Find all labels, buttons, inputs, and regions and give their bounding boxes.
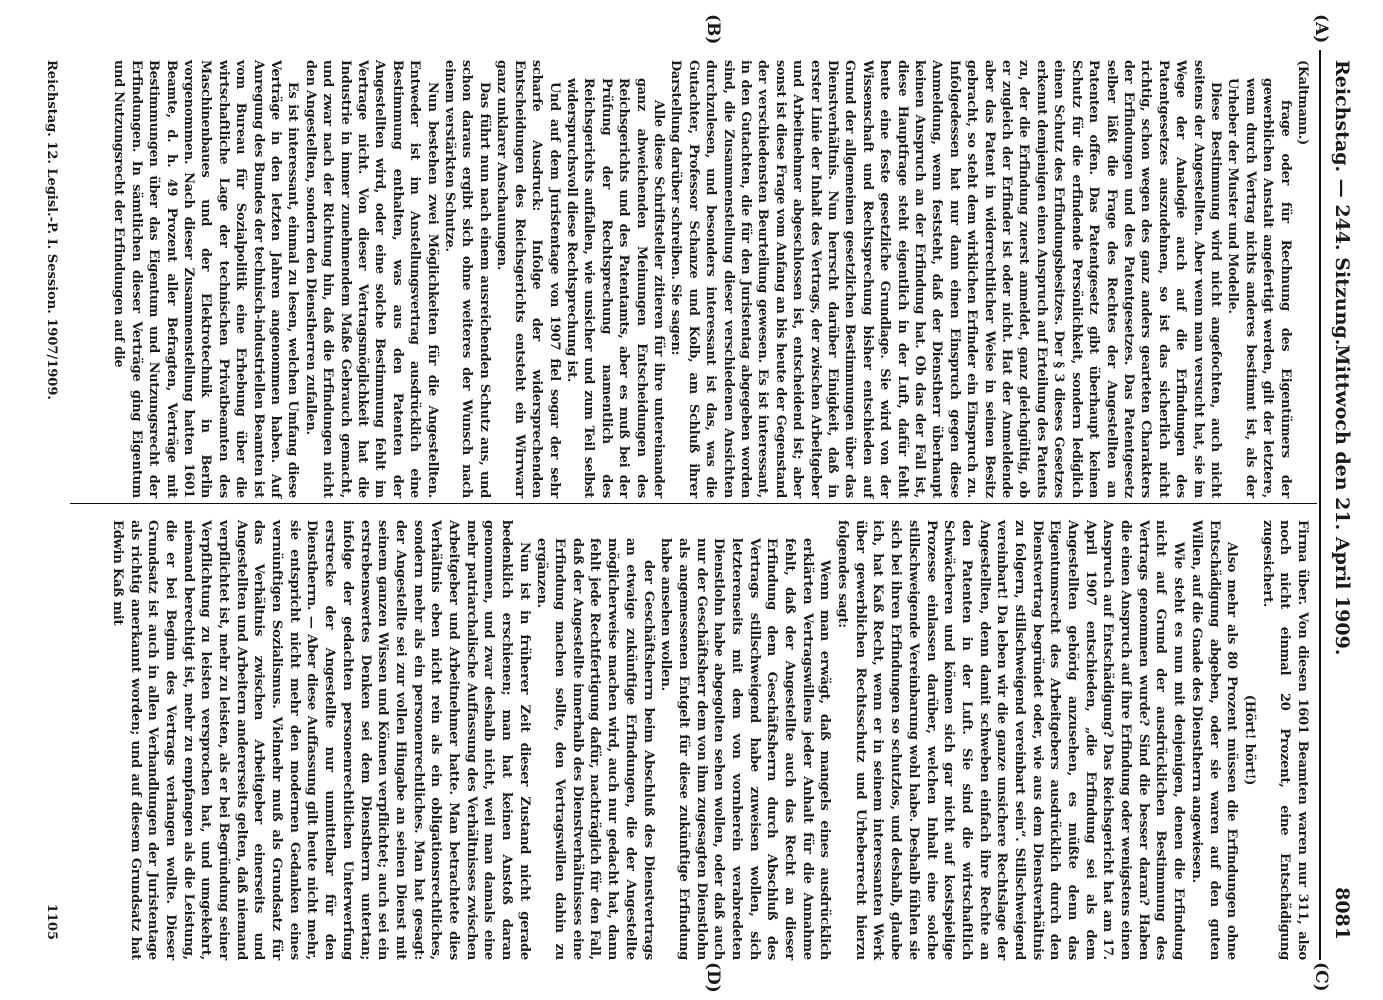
left-column xyxy=(110,60,1311,498)
paragraph: Das führt nun nach einem ausreichenden Schutz aus, und schon daraus ergibt sich ohne weiteres der Wunsch nach einem verstärkten Schutze. xyxy=(442,60,492,498)
paragraph: Nun bestehen zwei Möglichkeiten für die Angestellten. Entweder ist im Anstellungsvertrag ausdrücklich eine Bestimmung enthalten, was aus den Patenten der Angestellten wird, oder eine solche Bestimmung fehlt im Vertrage nicht. Von dieser Vertragsmöglichkeit hat die Industrie in immer zunehmendem Maße Gebrauch gemacht, und zwar nach der Richtung hin, daß die Erfindungen nicht den Angestellten, sondern den Dienstherren zufallen. xyxy=(302,60,440,498)
header-page-number: 8081 xyxy=(1331,887,1353,940)
paragraph: Wie steht es nun mit denjenigen, denen die Erfindung nicht auf Grund der ausdrücklichen Bestimmung des Vertrags genommen wurde? Sind die besser daran? Haben die einen Anspruch auf ihre Erfindung oder wenigstens einen Anspruch auf Entschädigung? Das Reichsgericht hat am 17. April 1907 entschieden, „die Erfindung sei als dem Angestellten gehörig anzusehen, es müßte denn das Eigentumsrecht des Arbeitgebers ausdrücklich durch den Dienstvertrag begründet oder, wie aus dem Dienstverhältnis zu folgern, stillschweigend vereinbart sein“. Stillschweigend vereinbart! Da leben wir die ganze unsichere Rechtslage der Angestellten, denn damit schweben einfach ihre Rechte an den Patenten in der Luft. Sie sind die wirtschaftlich Schwächeren und können sich gar nicht auf kostspielige Prozesse einlassen darüber, welchen Inhalt eine solche stillschweigende Vereinbarung wohl habe. Deshalb fühlen sie sich bei ihren Erfindungen so schutzlos, und deshalb, glaube ich, hat Kaß Recht, wenn er in seinem interessanten Werk über gewerblichen Rechtsschutz und Urheberrecht hierzu folgendes sagt: xyxy=(835,520,1187,960)
paragraph: Nun ist in früherer Zeit dieser Zustand nicht gerade bedenklich erschienen; man hat keinen Anstoß daran genommen, und zwar deshalb nicht, weil man damals eine mehr patriarchalische Auffassung des Verhältnisses zwischen Arbeitgeber und Arbeitnehmer hatte. Man betrachtete dies Verhältnis eben nicht rein als ein obligationsrechtliches, sondern mehr als ein personenrechtliches. Man hat gesagt: der Angestellte sei zur vollen Hingabe an seinen Dienst mit seinem ganzen Wissen und Können verpflichtet; auch sei ein erstrebenswertes Denken sei dem Dienstherrn untertan; infolge der gedachten personenrechtlichen Unterwerfung erstrecke der Angestellte nur unmittelbar für den Dienstherrn. — Aber diese Auffassung gilt heute nicht mehr, sie entspricht nicht mehr den modernen Gedanken eines vernünftigen Sozialismus. Vielmehr muß als Grundsatz für das Verhältnis zwischen Arbeitgeber einerseits und Angestellten und Arbeitern andererseits gelten, daß niemand verpflichtet ist, mehr zu leisten, als er bei Begründung seiner Verpflichtung zu leisten versprochen hat, und umgekehrt, niemand berechtigt ist, mehr zu empfangen als die Leistung, die er bei Beginn des Vertrags verlangen wollte. Dieser Grundsatz ist auch in allen Verhandlungen der Juristentage als richtig anerkannt worden; und auf diesem Grundsatz hat Edwin Kaß mit xyxy=(109,520,532,960)
header-session: Reichstag. — 244. Sitzung. xyxy=(1331,60,1353,346)
margin-letter-a: (A) xyxy=(1311,14,1331,44)
footer-page-number: 1105 xyxy=(44,903,59,940)
margin-letter-c: (C) xyxy=(1311,962,1331,992)
paragraph: Und auf dem Juristentage von 1907 fiel sogar der sehr scharfe Ausdruck: Infolge der widersprechenden Entscheidungen des Reichsgerichts entsteht ein Wirrwarr ganz unklarer Anschauungen. xyxy=(494,60,562,498)
paragraph: frage oder für Rechnung des Eigentümers der gewerblichen Anstalt angefertigt werden, gilt der letztere, wenn durch Vertrag nichts anderes bestimmt ist, als der Urheber der Muster und Modelle. xyxy=(1225,78,1293,498)
paragraph: Diese Bestimmung wird nicht angefochten, auch nicht seitens der Angestellten. Aber wenn man versucht hat, sie im Wege der Analogie auch auf die Erfindungen des Patentgesetzes auszudehnen, so ist das sicherlich nicht richtig, schon wegen des ganz anders gearteten Charakters der Erfindungen und des Patentgesetzes. Das Patentgesetz selber läßt die Frage des Rechtes der Angestellten an Patenten offen. Das Patentgesetz gibt überhaupt keinen Schutz für die erfindende Persönlichkeit, sondern lediglich einen Schutz des Erfindungsbesitzes. Der § 3 dieses Gesetzes erkennt demjenigen einen Anspruch auf Erteilung des Patents zu, der die Erfindung zuerst anmeldet, ganz gleichgültig, ob er zugleich der Erfinder ist oder nicht. Hat der Anmeldende aber das Patent in widerrechtlicher Weise in seinen Besitz gebracht, so steht dem wirklichen Erfinder ein Einspruch zu. Infolgedessen hat nur dann einen Einspruch gegen diese Anmeldung, wenn feststeht, daß der Dienstherr überhaupt keinen Anspruch an der Erfindung hat. Ob das der Fall ist, diese Hauptfrage steht eigentlich in der Luft, dafür fehlt heute eine feste gesetzliche Grundlage. Sie wird von der Wissenschaft und Rechtsprechung bisher entschieden auf Grund der allgemeinen gesetzlichen Bestimmungen über das Dienstverhältnis. Nun herrscht darüber Einigkeit, daß in erster Linie der Inhalt des Vertrags, der zwischen Arbeitgeber und Arbeitnehmer abgeschlossen ist, entscheidend ist; aber sonst ist diese Frage vom Anfang an bis heute der Gegenstand der verschiedensten Beurteilung gewesen. Es ist interessant, in den Gutachten, die für den Juristentag abgegeben worden sind, die Zusammenstellung dieser verschiedenen Ansichten durchzulesen, und besonders interessant ist das, was die Gutachter, Professor Schanze und Kolb, am Schluß ihrer Darstellung darüber schreiben. Sie sagen: xyxy=(668,60,1223,498)
quotation: Alle diese Schriftsteller zitieren für ihre untereinander ganz abweichenden Meinungen Entscheidungen des Reichsgerichts und des Patentamts, aber es muß bei der Prüfung der Rechtsprechung namentlich des Reichsgerichts auffallen, wie unsicher und zum Teil selbst widerspruchsvoll diese Rechtsprechung ist. xyxy=(563,78,666,498)
quotation: Wenn man erwägt, daß mangels eines ausdrücklich erklärten Vertragswillens jeder Anhalt für die Annahme fehlt, daß der Angestellte auch das Recht an dieser Erfindung dem Geschäftsherrn durch Abschluß des Vertrags stillschweigend habe zuweisen wollen, sich letzterenseits mit dem von vornherein verabredeten Dienstlohn habe abgegolten sehen wollen, oder daß auch nur der Geschäftsherr dem von ihm zugesagten Dienstlohn als angemessenen Entgelt für diese zukünftige Erfindung habe ansehen wollen. xyxy=(658,538,833,960)
header-rule xyxy=(1319,50,1321,960)
margin-letter-b: (B) xyxy=(703,14,723,45)
paragraph: Also mehr als 80 Prozent müssen die Erfindungen ohne Entschädigung abgeben, oder sie waren auf den guten Willen, auf die Gnade des Dienstherrn angewiesen. xyxy=(1188,520,1240,960)
interjection: (Hört! hört!) xyxy=(1241,694,1257,786)
speaker-name: (Kaltmann.) xyxy=(1295,60,1310,145)
footer-legislature: Reichstag. 12. Legisl.-P. I. Session. 1907/1909. xyxy=(44,60,59,400)
header-date: Mittwoch den 21. April 1909. xyxy=(1331,344,1353,656)
margin-letter-d: (D) xyxy=(703,962,723,993)
page-header xyxy=(1321,60,1353,940)
right-column xyxy=(108,520,1311,960)
quotation: der Geschäftsherrn beim Abschluß des Dienstvertrags an etwaige zukünftige Erfindungen, die der Angestellte möglicherweise machen wird, auch nur gedacht hat, dann fehlt jede Rechtfertigung dafür, nachträglich für den Fall, daß der Angestellte innerhalb des Dienstverhältnisses eine Erfindung machen sollte, den Vertragswillen dahin zu ergänzen. xyxy=(534,538,656,960)
column-divider xyxy=(70,503,1317,504)
paragraph: Es ist interessant, einmal zu lesen, welchen Umfang diese Verträge in den letzten Jahren angenommen haben. Auf Anregung des Bundes der technisch-industriellen Beamten ist vom Bureau für Sozialpolitik eine Erhebung über die wirtschaftliche Lage der technischen Privatbeamten des Maschinenbaues und der Elektrotechnik in Berlin vorgenommen. Nach dieser Zusammenstellung hatten 1601 Beamte, d. h. 49 Prozent aller Befragten, Verträge mit Bestimmungen über das Eigentum und Nutzungsrecht der Erfindungen. In sämtlichen dieser Verträge ging Eigentum und Nutzungsrecht der Erfindungen auf die xyxy=(111,60,301,498)
paragraph: Firma über. Von diesen 1601 Beamten waren nur 311, also noch nicht einmal 20 Prozent, eine Entschädigung zugesichert. xyxy=(1259,520,1310,960)
